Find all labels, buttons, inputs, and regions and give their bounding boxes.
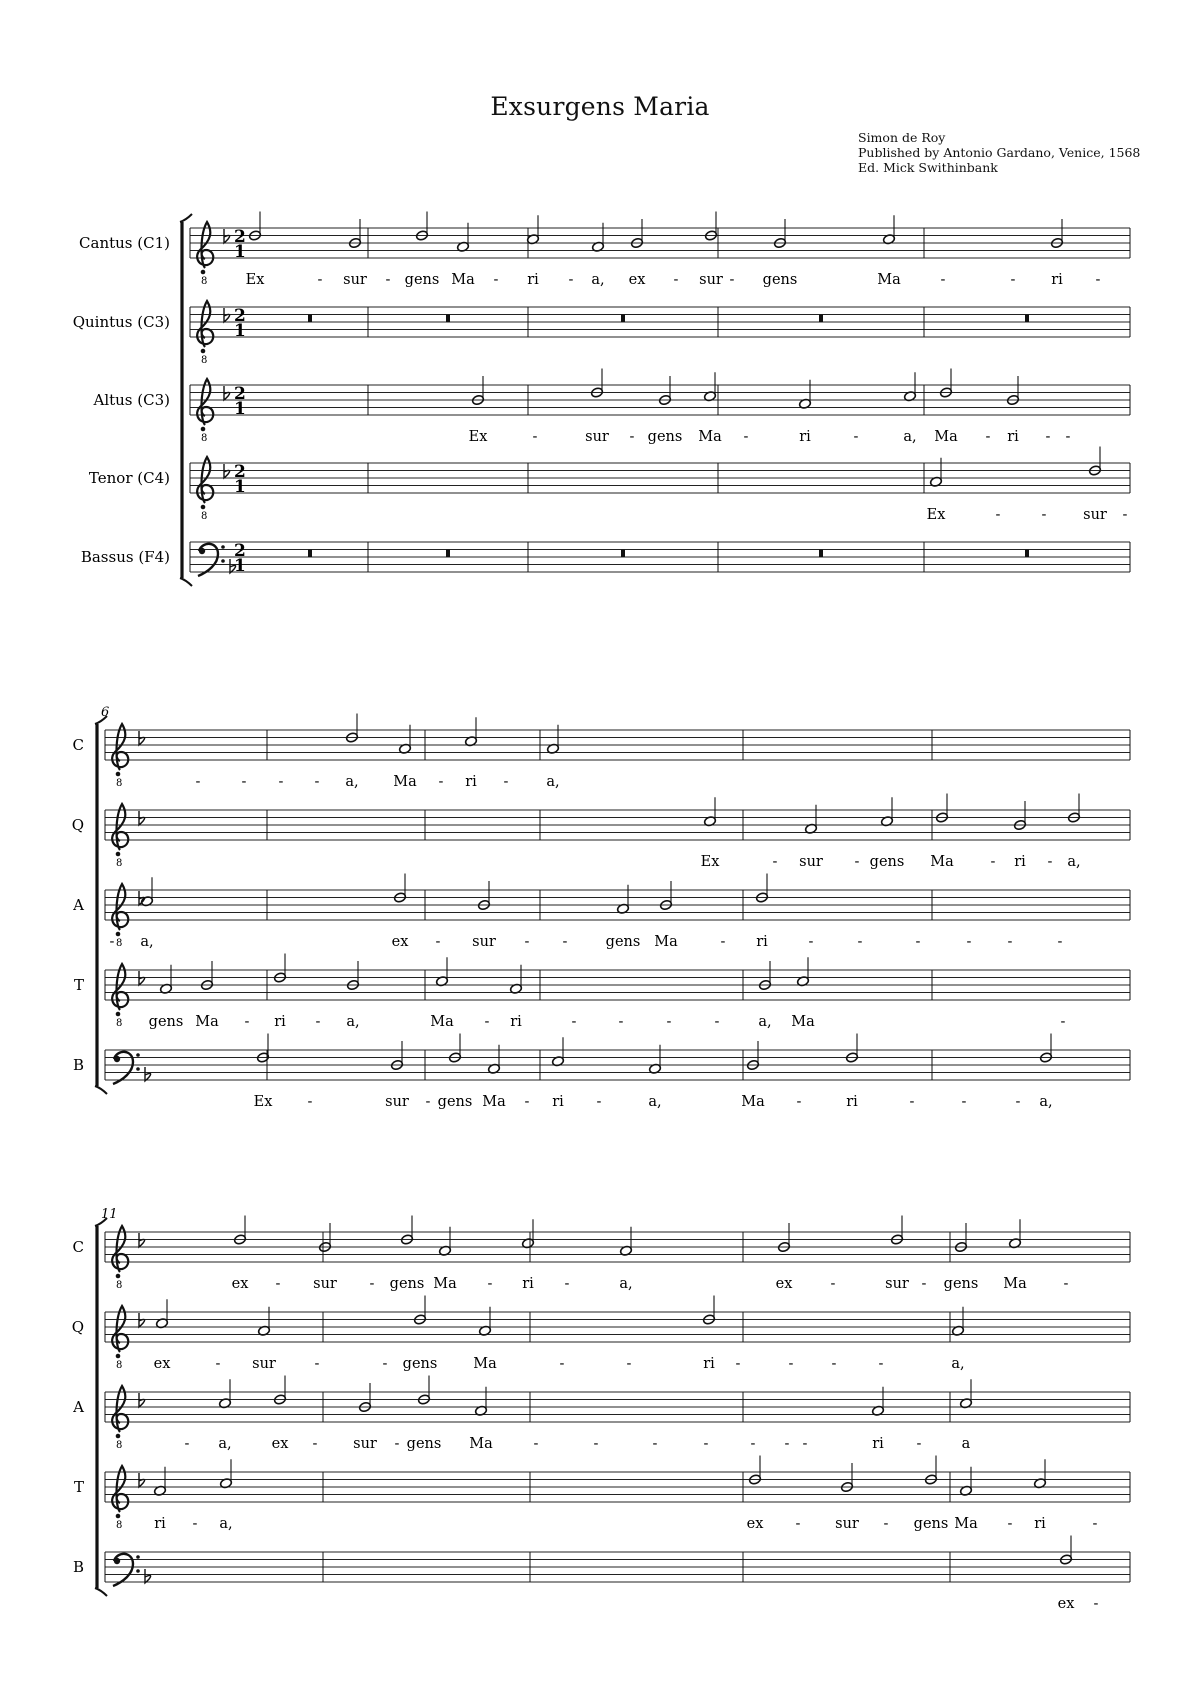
lyric-syllable: - bbox=[215, 1356, 221, 1372]
flat-icon bbox=[224, 229, 230, 243]
flat-icon bbox=[224, 308, 230, 322]
breve-rest bbox=[621, 550, 625, 558]
lyric-syllable: - bbox=[593, 1436, 599, 1452]
lyric-syllable: - bbox=[1007, 1516, 1013, 1532]
lyric-syllable: Ma bbox=[195, 1014, 219, 1030]
staff-label: Altus (C3) bbox=[93, 391, 170, 409]
measure-number: 6 bbox=[101, 705, 110, 720]
lyric-syllable: - bbox=[921, 1276, 927, 1292]
octave-mark: 8 bbox=[116, 1280, 123, 1291]
lyric-syllable: - bbox=[1007, 934, 1013, 950]
lyric-syllable: Ma bbox=[877, 272, 901, 288]
lyric-syllable: - bbox=[750, 1436, 756, 1452]
staff-label: T bbox=[73, 1478, 84, 1496]
lyric-syllable: ex bbox=[628, 272, 646, 288]
treble-clef-icon bbox=[112, 884, 128, 930]
lyric-syllable: Ma bbox=[430, 1014, 454, 1030]
lyric-syllable: a, bbox=[345, 774, 359, 790]
octave-mark: 8 bbox=[116, 1018, 123, 1029]
lyric-syllable: - bbox=[915, 934, 921, 950]
flat-icon bbox=[224, 386, 230, 400]
clef-dot bbox=[116, 852, 121, 857]
lyric-syllable: - bbox=[1092, 1516, 1098, 1532]
lyric-syllable: Ma bbox=[741, 1094, 765, 1110]
clef-dot bbox=[201, 349, 206, 354]
publisher-credit: Published by Antonio Gardano, Venice, 1568 bbox=[858, 145, 1141, 160]
treble-clef-icon bbox=[112, 804, 128, 850]
lyric-syllable: - bbox=[394, 1436, 400, 1452]
lyric-syllable: gens bbox=[913, 1516, 949, 1532]
lyric-syllable: Ex bbox=[700, 854, 720, 870]
lyric-syllable: ex bbox=[271, 1436, 289, 1452]
staff-label: T bbox=[73, 976, 84, 994]
lyric-syllable: gens bbox=[406, 1436, 442, 1452]
staff-cantus bbox=[73, 714, 1130, 791]
staff-tenor bbox=[89, 447, 1130, 524]
lyric-syllable: - bbox=[830, 1276, 836, 1292]
treble-clef-icon bbox=[197, 222, 213, 268]
treble-clef-icon bbox=[112, 724, 128, 770]
system-2 bbox=[72, 705, 1130, 1110]
lyric-syllable: - bbox=[743, 429, 749, 445]
lyric-syllable: - bbox=[571, 1014, 577, 1030]
clef-dot bbox=[116, 1274, 121, 1279]
octave-mark: 8 bbox=[116, 858, 123, 869]
clef-dot bbox=[116, 772, 121, 777]
breve-rest bbox=[1025, 550, 1029, 558]
lyric-syllable: gens bbox=[869, 854, 905, 870]
lyric-syllable: - bbox=[1060, 1014, 1066, 1030]
staff-label: Q bbox=[71, 1318, 84, 1336]
staff-quintus bbox=[72, 1296, 1130, 1373]
octave-mark: 8 bbox=[116, 1520, 123, 1531]
clef-dot bbox=[116, 1354, 121, 1359]
lyric-syllable: - bbox=[1122, 507, 1128, 523]
flat-icon bbox=[224, 464, 230, 478]
staff-quintus bbox=[72, 794, 1130, 871]
breve-rest bbox=[308, 550, 312, 558]
lyric-syllable: gens bbox=[762, 272, 798, 288]
lyric-syllable: - bbox=[796, 1094, 802, 1110]
lyric-syllable: Ma bbox=[433, 1276, 457, 1292]
staff-cantus bbox=[79, 212, 1130, 289]
lyric-syllable: - bbox=[916, 1436, 922, 1452]
lyric-syllable: ri bbox=[756, 934, 768, 950]
staff-label: Bassus (F4) bbox=[80, 548, 170, 566]
lyric-syllable: ex bbox=[231, 1276, 249, 1292]
lyric-syllable: - bbox=[487, 1276, 493, 1292]
lyric-syllable: - bbox=[1015, 1094, 1021, 1110]
flat-icon bbox=[145, 1569, 151, 1583]
clef-dot bbox=[116, 1514, 121, 1519]
lyric-syllable: - bbox=[729, 272, 735, 288]
lyric-syllable: - bbox=[596, 1094, 602, 1110]
lyric-syllable: Ma bbox=[930, 854, 954, 870]
lyric-syllable: - bbox=[854, 854, 860, 870]
staff-label: Q bbox=[71, 816, 84, 834]
lyric-syllable: - bbox=[652, 1436, 658, 1452]
bracket-hook bbox=[180, 578, 192, 586]
staff-label: B bbox=[72, 1558, 84, 1576]
clef-dot bbox=[201, 270, 206, 275]
lyric-syllable: - bbox=[629, 429, 635, 445]
lyric-syllable: - bbox=[314, 774, 320, 790]
flat-icon bbox=[139, 971, 145, 985]
lyric-syllable: a, bbox=[903, 429, 917, 445]
lyric-syllable: ri bbox=[1014, 854, 1026, 870]
lyric-syllable: - bbox=[985, 429, 991, 445]
lyric-syllable: sur bbox=[472, 934, 496, 950]
staff-altus bbox=[72, 874, 1130, 951]
lyric-syllable: - bbox=[666, 1014, 672, 1030]
breve-rest bbox=[446, 315, 450, 323]
lyric-syllable: - bbox=[184, 1436, 190, 1452]
lyric-syllable: a, bbox=[591, 272, 605, 288]
lyric-syllable: - bbox=[1047, 854, 1053, 870]
lyric-syllable: - bbox=[503, 774, 509, 790]
lyric-syllable: Ma bbox=[954, 1516, 978, 1532]
lyric-syllable: - bbox=[241, 774, 247, 790]
lyric-syllable: - bbox=[961, 1094, 967, 1110]
lyric-syllable: sur bbox=[1083, 507, 1107, 523]
staff-tenor bbox=[74, 954, 1130, 1031]
lyric-syllable: - bbox=[192, 1516, 198, 1532]
lyric-syllable: ri bbox=[552, 1094, 564, 1110]
lyric-syllable: - bbox=[385, 272, 391, 288]
flat-icon bbox=[139, 1313, 145, 1327]
time-signature-top: 2 bbox=[234, 227, 246, 247]
lyric-syllable: sur bbox=[353, 1436, 377, 1452]
bracket-hook bbox=[180, 214, 192, 222]
clef-dot bbox=[114, 1056, 120, 1062]
time-signature-top: 2 bbox=[234, 462, 246, 482]
lyric-syllable: - bbox=[564, 1276, 570, 1292]
lyric-syllable: sur bbox=[885, 1276, 909, 1292]
lyric-syllable: - bbox=[532, 429, 538, 445]
treble-clef-icon bbox=[112, 1306, 128, 1352]
lyric-syllable: - bbox=[524, 934, 530, 950]
time-signature-top: 2 bbox=[234, 384, 246, 404]
flat-icon bbox=[139, 811, 145, 825]
octave-mark: 8 bbox=[201, 276, 208, 287]
lyric-syllable: - bbox=[784, 1436, 790, 1452]
score-title: Exsurgens Maria bbox=[490, 92, 710, 121]
octave-mark: 8 bbox=[201, 355, 208, 366]
lyric-syllable: Ma bbox=[393, 774, 417, 790]
clef-dot bbox=[136, 1555, 140, 1559]
lyric-syllable: sur bbox=[343, 272, 367, 288]
lyric-syllable: ri bbox=[1051, 272, 1063, 288]
lyric-syllable: - bbox=[714, 1014, 720, 1030]
breve-rest bbox=[308, 315, 312, 323]
lyric-syllable: ex bbox=[746, 1516, 764, 1532]
composer-credit: Simon de Roy bbox=[858, 130, 946, 145]
lyric-syllable: - bbox=[940, 272, 946, 288]
lyric-syllable: - bbox=[772, 854, 778, 870]
lyric-syllable: - bbox=[559, 1356, 565, 1372]
lyric-syllable: sur bbox=[699, 272, 723, 288]
lyric-syllable: gens bbox=[943, 1276, 979, 1292]
lyric-syllable: Ma bbox=[934, 429, 958, 445]
lyric-syllable: a, bbox=[218, 1436, 232, 1452]
lyric-syllable: gens bbox=[389, 1276, 425, 1292]
lyric-syllable: ri bbox=[799, 429, 811, 445]
lyric-syllable: - bbox=[1010, 272, 1016, 288]
lyric-syllable: gens bbox=[647, 429, 683, 445]
system-3 bbox=[72, 1207, 1130, 1612]
lyric-syllable: - bbox=[857, 934, 863, 950]
staff-label: Tenor (C4) bbox=[88, 469, 170, 487]
lyric-syllable: a, bbox=[1039, 1094, 1053, 1110]
flat-icon bbox=[139, 731, 145, 745]
lyric-syllable: - bbox=[808, 934, 814, 950]
lyric-syllable: - bbox=[883, 1516, 889, 1532]
lyric-syllable: - bbox=[484, 1014, 490, 1030]
lyric-syllable: - bbox=[802, 1436, 808, 1452]
octave-mark: 8 bbox=[116, 938, 123, 949]
treble-clef-icon bbox=[197, 379, 213, 425]
lyric-syllable: - bbox=[438, 774, 444, 790]
lyric-syllable: - bbox=[853, 429, 859, 445]
breve-rest bbox=[621, 315, 625, 323]
staff-tenor bbox=[74, 1456, 1130, 1533]
octave-mark: 8 bbox=[116, 778, 123, 789]
lyric-syllable: - bbox=[831, 1356, 837, 1372]
breve-rest bbox=[1025, 315, 1029, 323]
lyric-syllable: gens bbox=[402, 1356, 438, 1372]
staff-altus bbox=[72, 1376, 1130, 1453]
lyric-syllable: sur bbox=[252, 1356, 276, 1372]
octave-mark: 8 bbox=[116, 1360, 123, 1371]
breve-rest bbox=[819, 550, 823, 558]
staff-cantus bbox=[73, 1216, 1130, 1293]
lyric-syllable: - bbox=[382, 1356, 388, 1372]
lyric-syllable: - bbox=[369, 1276, 375, 1292]
system-1 bbox=[73, 212, 1130, 587]
lyric-syllable: ri bbox=[1034, 1516, 1046, 1532]
lyric-syllable: - bbox=[312, 1436, 318, 1452]
lyric-syllable: ex bbox=[775, 1276, 793, 1292]
lyric-syllable: a, bbox=[346, 1014, 360, 1030]
lyric-syllable: Ma bbox=[482, 1094, 506, 1110]
lyric-syllable: - bbox=[562, 934, 568, 950]
lyric-syllable: ri bbox=[510, 1014, 522, 1030]
lyric-syllable: sur bbox=[313, 1276, 337, 1292]
lyric-syllable: Ex bbox=[245, 272, 265, 288]
lyric-syllable: - bbox=[244, 1014, 250, 1030]
time-signature-top: 2 bbox=[234, 306, 246, 326]
lyric-syllable: ri bbox=[154, 1516, 166, 1532]
staff-label: A bbox=[73, 1398, 84, 1416]
lyric-syllable: - bbox=[1065, 429, 1071, 445]
lyric-syllable: a bbox=[961, 1436, 971, 1452]
octave-mark: 8 bbox=[201, 433, 208, 444]
staff-label: B bbox=[72, 1056, 84, 1074]
lyric-syllable: ri bbox=[274, 1014, 286, 1030]
lyric-syllable: a, bbox=[140, 934, 154, 950]
lyric-syllable: - bbox=[788, 1356, 794, 1372]
clef-dot bbox=[136, 1569, 140, 1573]
treble-clef-icon bbox=[197, 301, 213, 347]
staff-label: C bbox=[72, 736, 84, 754]
lyric-syllable: - bbox=[435, 934, 441, 950]
lyric-syllable: - bbox=[878, 1356, 884, 1372]
lyric-syllable: - bbox=[307, 1094, 313, 1110]
lyric-syllable: - bbox=[278, 774, 284, 790]
lyric-syllable: - bbox=[524, 1094, 530, 1110]
lyric-syllable: Ex bbox=[468, 429, 488, 445]
flat-icon bbox=[139, 1473, 145, 1487]
lyric-syllable: - bbox=[317, 272, 323, 288]
lyric-syllable: - bbox=[703, 1436, 709, 1452]
lyric-syllable: - bbox=[626, 1356, 632, 1372]
lyric-syllable: ri bbox=[465, 774, 477, 790]
lyric-syllable: gens bbox=[605, 934, 641, 950]
lyric-syllable: Ex bbox=[253, 1094, 273, 1110]
bracket-hook bbox=[95, 1588, 107, 1596]
lyric-syllable: - bbox=[533, 1436, 539, 1452]
staff-bassus bbox=[81, 541, 1130, 576]
lyric-syllable: ex bbox=[1057, 1596, 1075, 1612]
lyric-syllable: - bbox=[314, 1356, 320, 1372]
lyric-syllable: - bbox=[795, 1516, 801, 1532]
lyric-syllable: - bbox=[735, 1356, 741, 1372]
lyric-syllable: - bbox=[109, 934, 115, 950]
lyric-syllable: - bbox=[425, 1094, 431, 1110]
lyric-syllable: Ma bbox=[473, 1356, 497, 1372]
lyric-syllable: a, bbox=[1067, 854, 1081, 870]
clef-dot bbox=[116, 1434, 121, 1439]
treble-clef-icon bbox=[112, 964, 128, 1010]
lyric-syllable: ri bbox=[522, 1276, 534, 1292]
lyric-syllable: a, bbox=[951, 1356, 965, 1372]
staff-bassus bbox=[73, 1536, 1130, 1613]
bracket-hook bbox=[95, 1086, 107, 1094]
time-signature-bottom: 1 bbox=[234, 556, 246, 576]
lyric-syllable: a, bbox=[546, 774, 560, 790]
clef-dot bbox=[199, 548, 205, 554]
lyric-syllable: Ma bbox=[469, 1436, 493, 1452]
staff-label: Cantus (C1) bbox=[79, 234, 170, 252]
clef-dot bbox=[201, 505, 206, 510]
clef-dot bbox=[116, 1012, 121, 1017]
lyric-syllable: gens bbox=[437, 1094, 473, 1110]
lyric-syllable: gens bbox=[148, 1014, 184, 1030]
lyric-syllable: ex bbox=[391, 934, 409, 950]
lyric-syllable: sur bbox=[385, 1094, 409, 1110]
lyric-syllable: gens bbox=[404, 272, 440, 288]
lyric-syllable: Ma bbox=[791, 1014, 815, 1030]
clef-dot bbox=[221, 559, 225, 563]
staff-altus bbox=[92, 369, 1130, 446]
lyric-syllable: ri bbox=[846, 1094, 858, 1110]
editor-credit: Ed. Mick Swithinbank bbox=[858, 160, 998, 175]
flat-icon bbox=[139, 1233, 145, 1247]
staff-bassus bbox=[73, 1034, 1130, 1111]
lyric-syllable: sur bbox=[585, 429, 609, 445]
clef-dot bbox=[136, 1067, 140, 1071]
time-signature-top: 2 bbox=[234, 541, 246, 561]
lyric-syllable: - bbox=[618, 1014, 624, 1030]
time-signature-bottom: 1 bbox=[234, 477, 246, 497]
lyric-syllable: ex bbox=[153, 1356, 171, 1372]
clef-dot bbox=[116, 932, 121, 937]
breve-rest bbox=[819, 315, 823, 323]
lyric-syllable: - bbox=[275, 1276, 281, 1292]
lyric-syllable: Ma bbox=[1003, 1276, 1027, 1292]
clef-dot bbox=[114, 1558, 120, 1564]
lyric-syllable: - bbox=[1057, 934, 1063, 950]
clef-dot bbox=[221, 545, 225, 549]
lyric-syllable: - bbox=[1093, 1596, 1099, 1612]
lyric-syllable: Ma bbox=[451, 272, 475, 288]
staff-label: Quintus (C3) bbox=[72, 313, 170, 331]
clef-dot bbox=[136, 1053, 140, 1057]
octave-mark: 8 bbox=[116, 1440, 123, 1451]
lyric-syllable: ri bbox=[703, 1356, 715, 1372]
treble-clef-icon bbox=[197, 457, 213, 503]
lyric-syllable: - bbox=[315, 1014, 321, 1030]
lyric-syllable: Ex bbox=[926, 507, 946, 523]
treble-clef-icon bbox=[112, 1226, 128, 1272]
lyric-syllable: - bbox=[493, 272, 499, 288]
time-signature-bottom: 1 bbox=[234, 399, 246, 419]
lyric-syllable: Ma bbox=[654, 934, 678, 950]
breve-rest bbox=[446, 550, 450, 558]
flat-icon bbox=[145, 1067, 151, 1081]
lyric-syllable: a, bbox=[619, 1276, 633, 1292]
octave-mark: 8 bbox=[201, 511, 208, 522]
lyric-syllable: - bbox=[720, 934, 726, 950]
lyric-syllable: - bbox=[568, 272, 574, 288]
lyric-syllable: ri bbox=[872, 1436, 884, 1452]
treble-clef-icon bbox=[112, 1386, 128, 1432]
lyric-syllable: - bbox=[1045, 429, 1051, 445]
staff-label: A bbox=[73, 896, 84, 914]
staff-label: C bbox=[72, 1238, 84, 1256]
time-signature-bottom: 1 bbox=[234, 321, 246, 341]
lyric-syllable: a, bbox=[758, 1014, 772, 1030]
clef-dot bbox=[201, 427, 206, 432]
lyric-syllable: ri bbox=[1007, 429, 1019, 445]
lyric-syllable: sur bbox=[799, 854, 823, 870]
lyric-syllable: - bbox=[1095, 272, 1101, 288]
lyric-syllable: - bbox=[1041, 507, 1047, 523]
lyric-syllable: - bbox=[1063, 1276, 1069, 1292]
flat-icon bbox=[139, 1393, 145, 1407]
lyric-syllable: - bbox=[990, 854, 996, 870]
time-signature-bottom: 1 bbox=[234, 242, 246, 262]
lyric-syllable: - bbox=[995, 507, 1001, 523]
lyric-syllable: - bbox=[909, 1094, 915, 1110]
lyric-syllable: sur bbox=[835, 1516, 859, 1532]
lyric-syllable: ri bbox=[527, 272, 539, 288]
treble-clef-icon bbox=[112, 1466, 128, 1512]
lyric-syllable: - bbox=[195, 774, 201, 790]
lyric-syllable: - bbox=[673, 272, 679, 288]
lyric-syllable: a, bbox=[219, 1516, 233, 1532]
lyric-syllable: Ma bbox=[698, 429, 722, 445]
lyric-syllable: - bbox=[966, 934, 972, 950]
lyric-syllable: a, bbox=[648, 1094, 662, 1110]
staff-quintus bbox=[73, 301, 1130, 366]
measure-number: 11 bbox=[101, 1207, 118, 1222]
